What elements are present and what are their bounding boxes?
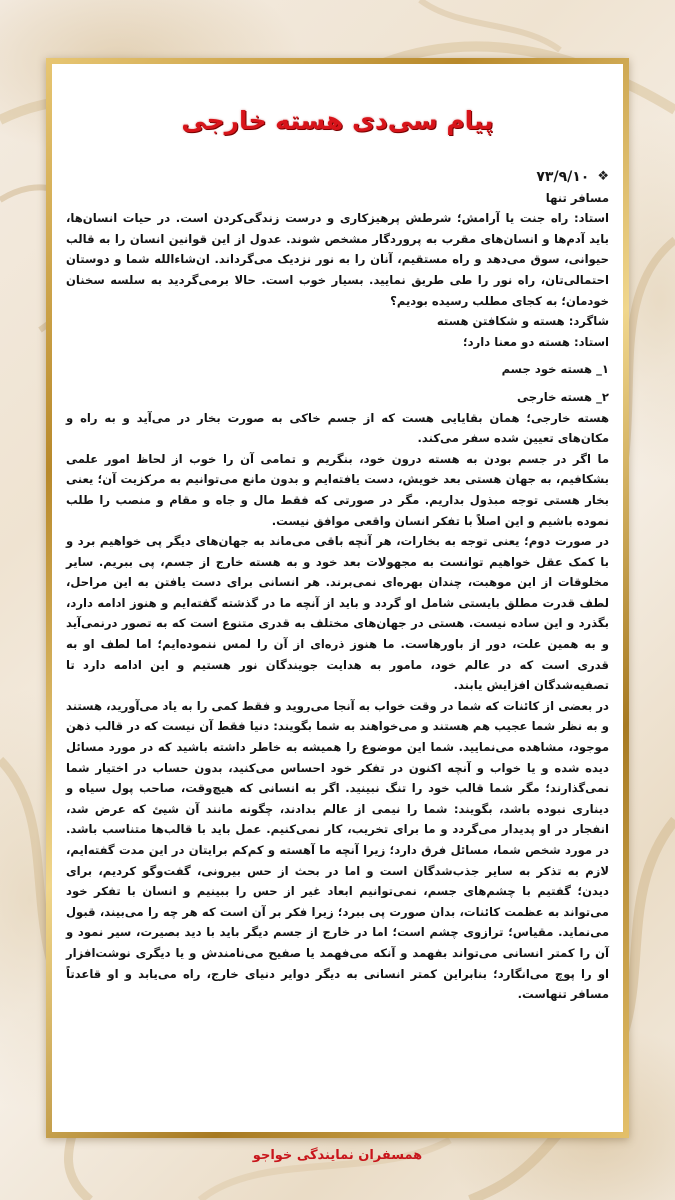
paragraph: در صورت دوم؛ یعنی توجه به بخارات، هر آنچه باقی می‌ماند به جهان‌های دیگر پی خواهیم برد و با کمک عقل خواهیم توانست به مجهولات بعد خود و به هسته خارج از جسم، پی ببریم. سایر مخلوقات از این موهبت، چندان بهره‌ای نمی‌برند. هر انسانی برای دست یافتن به این مراحل، لطف قدرت مطلق بایستی شامل او گردد و باید از آنچه ما در گذشته گفته‌ایم و هنوز ادامه دارد، بگذرد و این ساده نیست. هستی در جهان‌های مختلف به قدری متنوع است که به تصور درنمی‌آید و به همین علت، دور از باورهاست. ما هنوز ذره‌ای از آن را لمس ننموده‌ایم؛ اما لطف او به قدری است که در عالم خود، مامور به هدایت جویندگان نور هستیم و این ادامه دارد تا تصفیه‌شدگان افزایش یابند. — [66, 534, 609, 693]
paragraph: شاگرد: هسته و شکافتن هسته — [436, 314, 609, 329]
list-item: ۲_ هسته خارجی — [516, 389, 609, 404]
paragraph: در بعضی از کائنات که شما در وقت خواب به آنجا می‌روید و فقط کمی را به یاد می‌آورید، هستند و به نظر شما عجیب هم هستند و می‌خواهند به شما بگویند: دنیا فقط آن نیست که در قالب ذهن موجود، مشاهده می‌نمایید. شما این موضوع را همیشه به خاطر داشته باشید که در مورد مسائل دیده شده و یا خواب و آنچه اکنون در تفکر خود احساس می‌کنید، بدون حساب در اختیار شما نمی‌گذارند؛ مگر شما قالب خود را تنگ نبینید. اگر به انسانی که هیچ‌وقت، صاحب پول سیاه و دیناری نبوده باشد، بگویند: شما را نیمی از عالم بدادند، چگونه مانند آن شیئ که عرض شد، انفجار در او پدیدار می‌گردد و ما برای تخریب، کار نمی‌کنیم. عمل باید با قالب‌ها متناسب باشد. در مورد شخص شما، مسائل فرق دارد؛ زیرا آنچه ما آهسته و کم‌کم برایتان در این مدت گفته‌ایم، لازم به تذکر به سایر جذب‌شدگان است و اما در بحث از حس بیرونی، گفت‌وگو کردیم، برای دیدن؛ گفتیم با چشم‌های جسم، نمی‌توانیم ابعاد غیر از حس را ببینیم و انسان با تفکر خود می‌تواند به عظمت کائنات، بدان صورت پی ببرد؛ زیرا فکر بر آن است که هر چه را می‌بیند، قبول می‌نماید. مقیاس؛ ترازوی چشم است؛ اما در خارج از جسم دیگر باید با دید بصیرت، سیر نمود و آن را کمتر انسانی می‌تواند بفهمد و آنکه می‌فهمد یا صفیح می‌نامندش و یا دیگری نوشت‌افزار او را پوچ می‌انگارد؛ بنابراین کمتر انسانی به دیگر دوایر دنیای خارج، راه می‌یابد و او قاعدتاً مسافر تنهاست. — [66, 698, 609, 1002]
paragraph: هسته خارجی؛ همان بقایایی هست که از جسم خاکی به صورت بخار در می‌آید و به راه و مکان‌های تعیین شده سفر می‌کند. — [66, 410, 609, 446]
paragraph: استاد: هسته دو معنا دارد؛ — [463, 334, 609, 349]
diamond-bullet-icon: ❖ — [597, 169, 609, 184]
paragraph: استاد: راه جنت یا آرامش؛ شرطش پرهیزکاری و درست زندگی‌کردن است. در حیات انسان‌ها، باید آدم‌ها و انسان‌های مقرب به پروردگار مشخص شوند. عدول از این قوانین انسان را به قالب حیوانی، سوق می‌دهد و راه مستقیم، آنان را به نور نزدیک می‌گرداند. ان‌شاءالله شما و دوستان احتمالی‌تان، راه نور را طی طریق نمایید. بسیار خوب است. حالا برمی‌گردید به سلسه سخنان خودمان؛ به کجای مطلب رسیده بودیم؟ — [66, 211, 609, 308]
gold-frame — [46, 58, 629, 1138]
document-body — [66, 167, 609, 1005]
document-date: ۷۳/۹/۱۰ — [536, 169, 590, 185]
page-title: پیام سی‌دی هسته خارجی — [181, 106, 494, 135]
paragraph: ما اگر در جسم بودن به هسته درون خود، بنگریم و تمامی آن را خوب از لحاظ امور علمی بشکافیم، به جهان هستی بعد خویش، دست یافته‌ایم و بدون مانع می‌توانیم به مرکزیت آن؛ یعنی بخار هستی توجه مبذول بداریم. مگر در صورتی که فقط مال و جاه و مقام و منصب را طلب نموده باشیم و این اصلاً با تفکر انسان واقعی موافق نیست. — [66, 451, 609, 528]
content-card — [52, 64, 623, 1132]
paragraph-subtitle: مسافر تنها — [545, 190, 609, 205]
list-item: ۱_ هسته خود جسم — [501, 362, 609, 377]
footer-signature: همسفران نمایندگی خواجو — [252, 1148, 423, 1163]
date-line — [66, 167, 609, 188]
